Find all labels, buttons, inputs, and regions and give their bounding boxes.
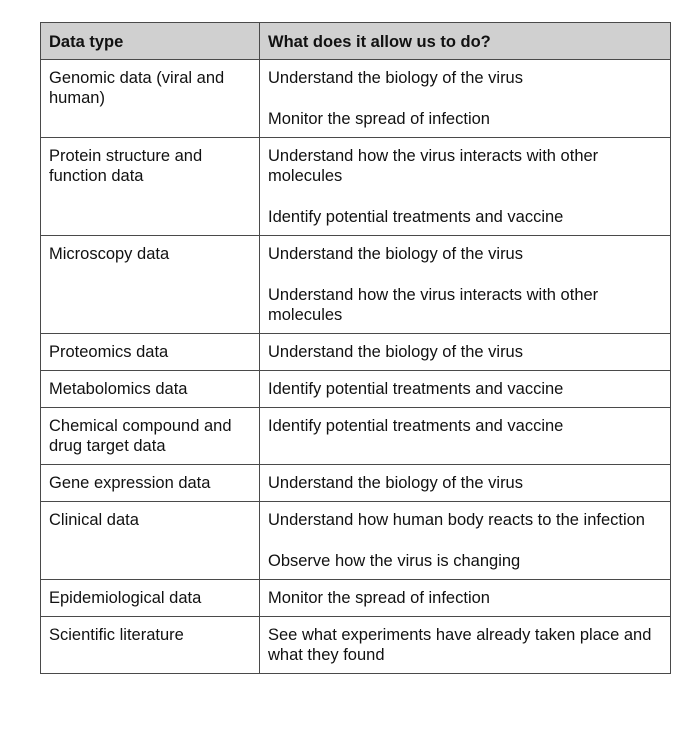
uses-cell — [260, 408, 671, 465]
uses-cell — [260, 236, 671, 334]
use-text: Understand how the virus interacts with other molecules — [268, 147, 599, 185]
table-row — [41, 138, 671, 236]
header-what-allows: What does it allow us to do? — [260, 23, 671, 60]
header-data-type: Data type — [41, 23, 260, 60]
use-text: Understand how human body reacts to the infection — [268, 511, 645, 529]
use-text: Identify potential treatments and vaccine — [268, 380, 564, 398]
use-text: Observe how the virus is changing — [268, 552, 521, 570]
use-text: Monitor the spread of infection — [268, 589, 490, 607]
data-type-cell: Scientific literature — [41, 617, 260, 674]
uses-cell — [260, 502, 671, 580]
uses-cell — [260, 465, 671, 502]
uses-cell — [260, 334, 671, 371]
header-row — [41, 23, 671, 60]
use-text: Monitor the spread of infection — [268, 110, 490, 128]
data-type-cell: Genomic data (viral and human) — [41, 60, 260, 138]
use-text: Identify potential treatments and vaccine — [268, 208, 564, 226]
use-text: See what experiments have already taken place and what they found — [268, 626, 652, 664]
uses-cell — [260, 60, 671, 138]
data-type-cell: Chemical compound and drug target data — [41, 408, 260, 465]
table-row — [41, 408, 671, 465]
table-row — [41, 580, 671, 617]
data-type-cell: Metabolomics data — [41, 371, 260, 408]
uses-cell — [260, 580, 671, 617]
uses-cell — [260, 371, 671, 408]
table-row — [41, 465, 671, 502]
table-row — [41, 502, 671, 580]
table-row — [41, 236, 671, 334]
use-text: Identify potential treatments and vaccine — [268, 417, 564, 435]
table-row — [41, 334, 671, 371]
use-text: Understand the biology of the virus — [268, 69, 523, 87]
table-body — [41, 60, 671, 674]
table-row — [41, 60, 671, 138]
use-text: Understand the biology of the virus — [268, 474, 523, 492]
data-type-cell: Epidemiological data — [41, 580, 260, 617]
data-type-cell: Gene expression data — [41, 465, 260, 502]
use-text: Understand the biology of the virus — [268, 245, 523, 263]
data-type-cell: Clinical data — [41, 502, 260, 580]
table-row — [41, 371, 671, 408]
data-type-cell: Proteomics data — [41, 334, 260, 371]
data-types-table — [40, 22, 671, 674]
table-header — [41, 23, 671, 60]
table-row — [41, 617, 671, 674]
use-text: Understand how the virus interacts with other molecules — [268, 286, 599, 324]
use-text: Understand the biology of the virus — [268, 343, 523, 361]
data-type-cell: Microscopy data — [41, 236, 260, 334]
uses-cell — [260, 138, 671, 236]
uses-cell — [260, 617, 671, 674]
data-type-cell: Protein structure and function data — [41, 138, 260, 236]
